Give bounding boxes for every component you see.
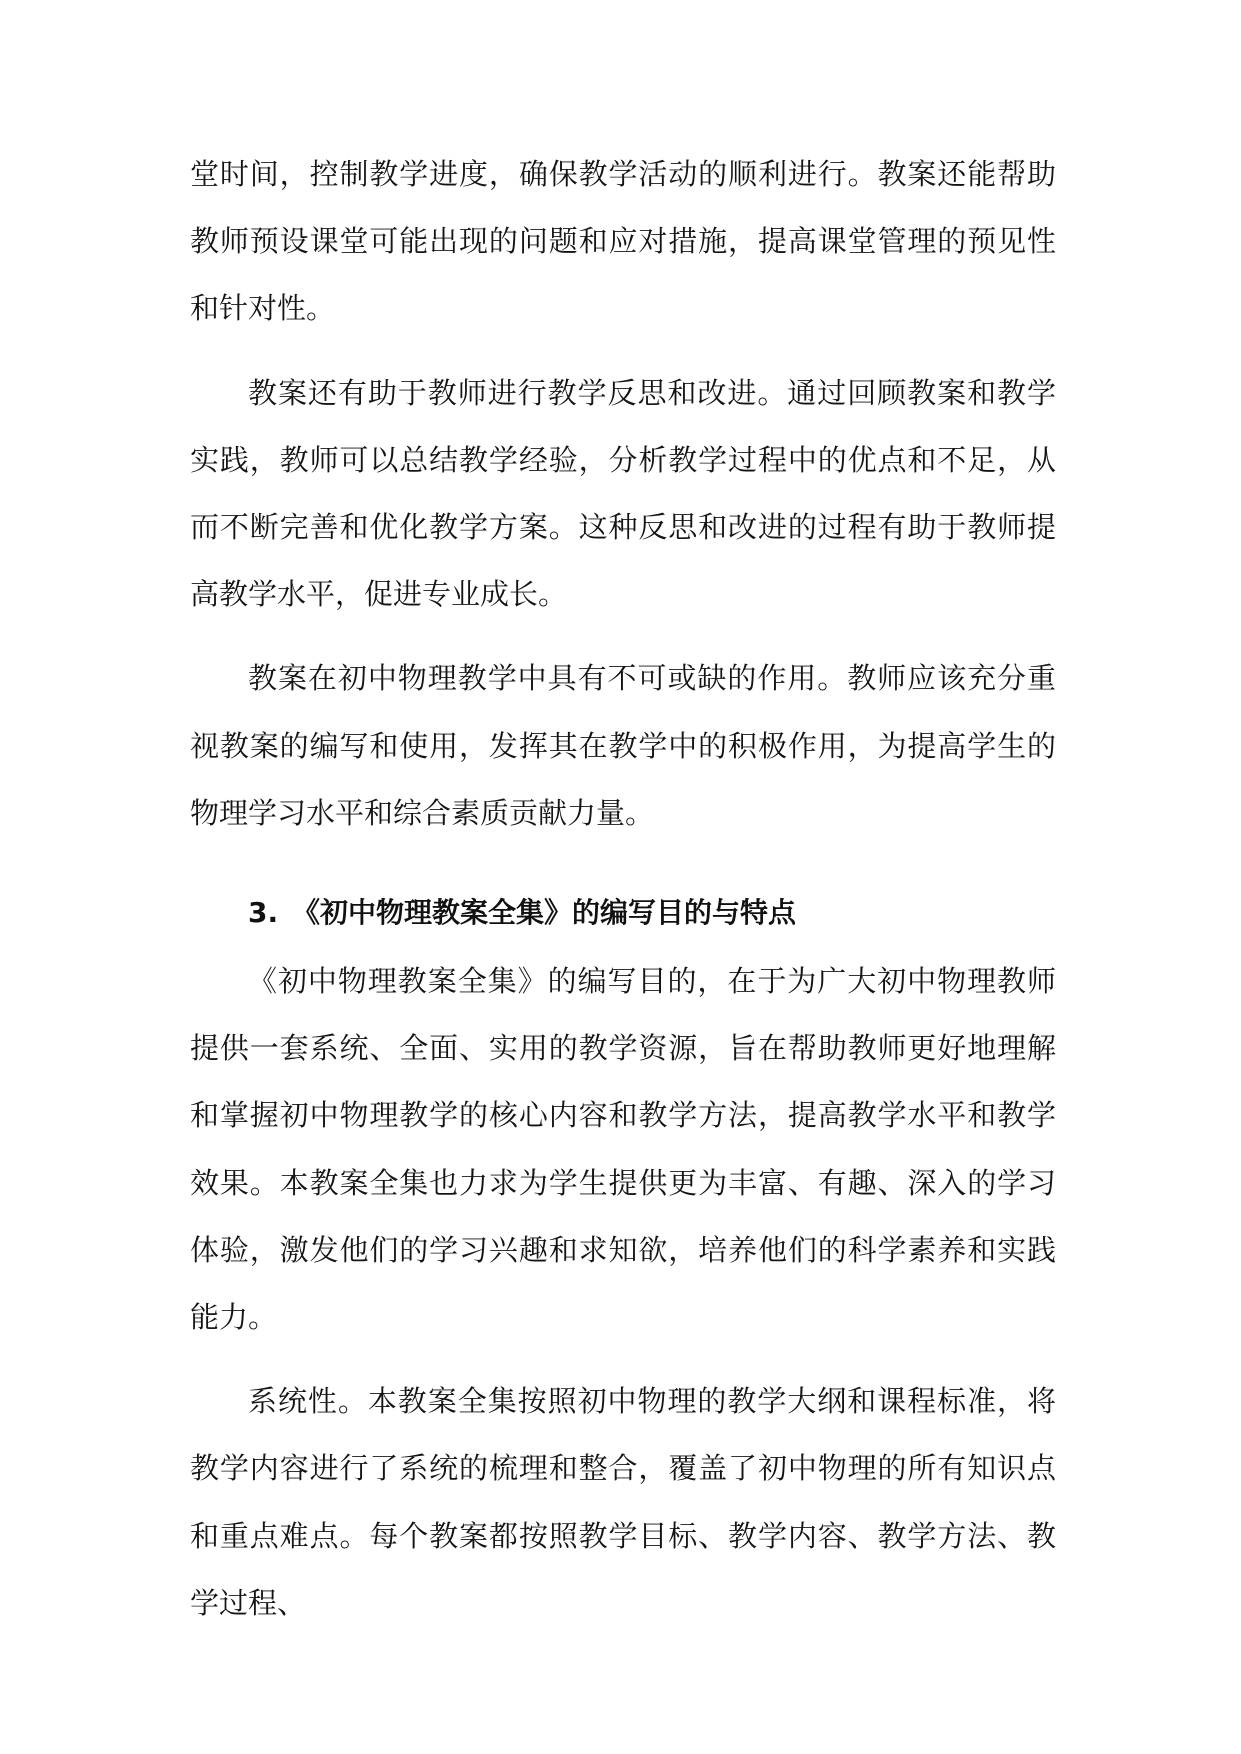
document-body [190,141,1056,1654]
body-paragraph: 教案在初中物理教学中具有不可或缺的作用。教师应该充分重视教案的编写和使用，发挥其在教学中的积极作用，为提高学生的物理学习水平和综合素质贡献力量。 [190,661,1056,830]
section-number: 3. [248,896,279,930]
body-paragraph: 系统性。本教案全集按照初中物理的教学大纲和课程标准，将教学内容进行了系统的梳理和整合，覆盖了初中物理的所有知识点和重点难点。每个教案都按照教学目标、教学内容、教学方法、教学过程、 [190,1384,1056,1620]
body-paragraph: 堂时间，控制教学进度，确保教学活动的顺利进行。教案还能帮助教师预设课堂可能出现的问题和应对措施，提高课堂管理的预见性和针对性。 [190,157,1056,326]
body-paragraph: 教案还有助于教师进行教学反思和改进。通过回顾教案和教学实践，教师可以总结教学经验，分析教学过程中的优点和不足，从而不断完善和优化教学方案。这种反思和改进的过程有助于教师提高教学水平，促进专业成长。 [190,375,1056,612]
body-paragraph: 《初中物理教案全集》的编写目的，在于为广大初中物理教师提供一套系统、全面、实用的教学资源，旨在帮助教师更好地理解和掌握初中物理教学的核心内容和教学方法，提高教学水平和教学效果。本教案全集也力求为学生提供更为丰富、有趣、深入的学习体验，激发他们的学习兴趣和求知欲，培养他们的科学素养和实践能力。 [190,964,1056,1335]
section-title: 《初中物理教案全集》的编写目的与特点 [292,896,797,930]
section-heading [190,881,1056,945]
